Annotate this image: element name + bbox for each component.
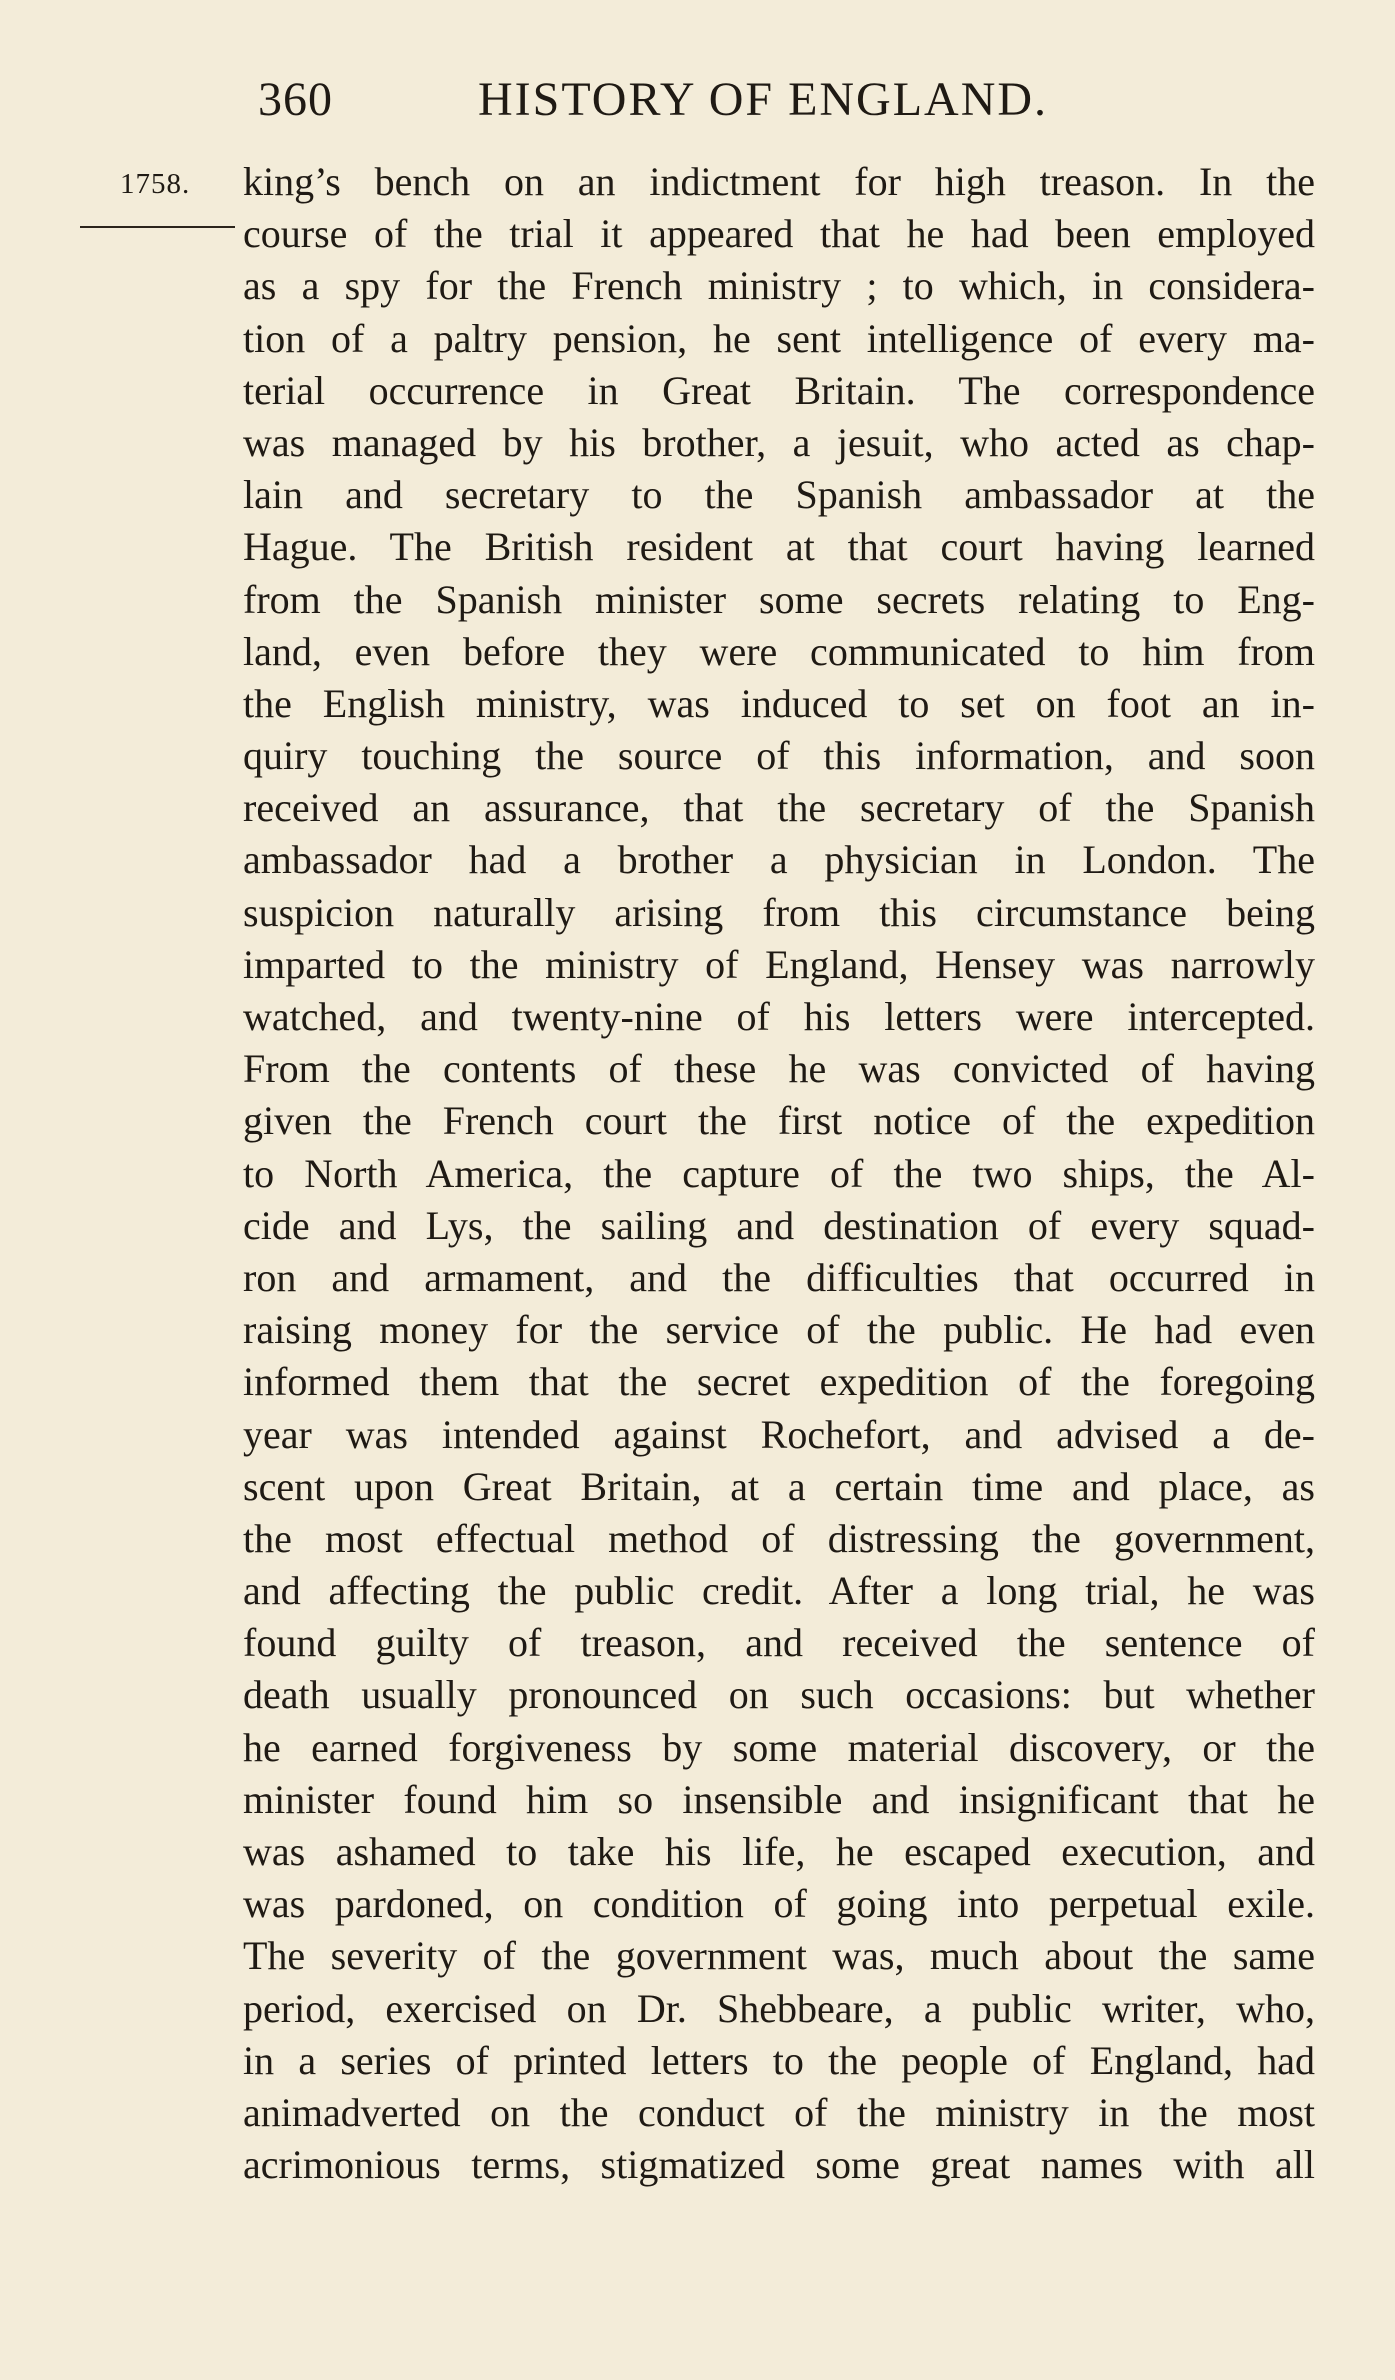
text-line: acrimonious terms, stigmatized some great names with all — [243, 2142, 1315, 2188]
text-line: imparted to the ministry of England, Hensey was narrowly — [243, 941, 1315, 987]
text-line: ambassador had a brother a physician in London. The — [243, 837, 1315, 883]
text-line: death usually pronounced on such occasions: but whether — [243, 1672, 1315, 1718]
text-line: was managed by his brother, a jesuit, who acted as chap- — [243, 419, 1315, 465]
page-number: 360 — [258, 73, 333, 126]
text-line: was ashamed to take his life, he escaped execution, and — [243, 1829, 1315, 1874]
text-line: tion of a paltry pension, he sent intelligence of every ma- — [243, 315, 1315, 361]
text-line: received an assurance, that the secretary of the Spanish — [243, 785, 1315, 831]
text-line: the English ministry, was induced to set on foot an in- — [243, 680, 1315, 726]
text-line: minister found him so insensible and insignificant that he — [243, 1776, 1315, 1822]
text-line: quiry touching the source of this information, and soon — [243, 733, 1315, 779]
text-line: suspicion naturally arising from this circumstance being — [243, 889, 1315, 935]
text-line: to North America, the capture of the two ships, the Al- — [243, 1150, 1315, 1196]
margin-year-note: 1758. — [120, 168, 191, 200]
body-text — [243, 156, 1315, 2191]
running-head — [238, 72, 1313, 132]
text-line: ron and armament, and the difficulties that occurred in — [243, 1254, 1315, 1300]
text-line: scent upon Great Britain, at a certain time and place, as — [243, 1463, 1315, 1509]
text-line: and affecting the public credit. After a long trial, he was — [243, 1568, 1315, 1614]
text-line: as a spy for the French ministry ; to which, in considera- — [243, 263, 1315, 309]
text-line: The severity of the government was, much about the same — [243, 1933, 1315, 1979]
text-line: course of the trial it appeared that he had been employed — [243, 211, 1315, 257]
text-line: he earned forgiveness by some material discovery, or the — [243, 1724, 1315, 1770]
text-line: cide and Lys, the sailing and destination of every squad- — [243, 1202, 1315, 1248]
text-line: terial occurrence in Great Britain. The correspondence — [243, 367, 1315, 413]
text-line: raising money for the service of the public. He had even — [243, 1307, 1315, 1353]
text-line: From the contents of these he was convicted of having — [243, 1046, 1315, 1092]
text-line: land, even before they were communicated to him from — [243, 628, 1315, 674]
text-line: period, exercised on Dr. Shebbeare, a public writer, who, — [243, 1985, 1315, 2031]
text-line: from the Spanish minister some secrets relating to Eng- — [243, 576, 1315, 622]
margin-rule — [80, 226, 235, 228]
text-line: Hague. The British resident at that court having learned — [243, 524, 1315, 570]
text-line: king’s bench on an indictment for high treason. In the — [243, 159, 1315, 204]
text-line: informed them that the secret expedition of the foregoing — [243, 1359, 1315, 1405]
text-line: found guilty of treason, and received the sentence of — [243, 1620, 1315, 1666]
text-line: the most effectual method of distressing the government, — [243, 1515, 1315, 1561]
text-line: watched, and twenty-nine of his letters were intercepted. — [243, 994, 1315, 1039]
text-line: lain and secretary to the Spanish ambassador at the — [243, 472, 1315, 518]
text-line: was pardoned, on condition of going into perpetual exile. — [243, 1881, 1315, 1927]
text-line: animadverted on the conduct of the ministry in the most — [243, 2089, 1315, 2135]
running-title: HISTORY OF ENGLAND. — [478, 73, 1049, 126]
text-line: year was intended against Rochefort, and advised a de- — [243, 1411, 1315, 1457]
text-line: given the French court the first notice of the expedition — [243, 1098, 1315, 1144]
text-line: in a series of printed letters to the people of England, had — [243, 2037, 1315, 2083]
